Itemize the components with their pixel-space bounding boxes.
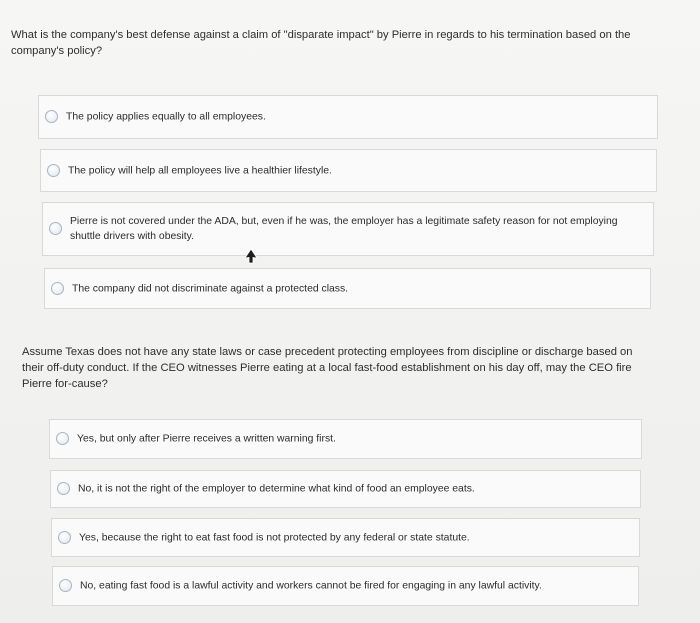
radio-button-icon[interactable] [58,531,71,544]
radio-button-icon[interactable] [59,579,72,592]
q1-option-1[interactable] [38,95,658,139]
radio-button-icon[interactable] [57,482,70,495]
option-label: Yes, because the right to eat fast food is not protected by any federal or state statute. [79,532,470,543]
radio-button-icon[interactable] [51,282,64,295]
option-label: Yes, but only after Pierre receives a written warning first. [77,433,336,445]
option-label: Pierre is not covered under the ADA, but, even if he was, the employer has a legitimate safety reason for not employing shuttle drivers with obesity. [70,216,618,242]
q1-option-4[interactable] [44,268,651,309]
radio-button-icon[interactable] [56,432,69,445]
q2-option-2[interactable] [50,470,641,508]
q1-option-2[interactable] [40,149,657,192]
option-label: No, it is not the right of the employer to determine what kind of food an employee eats. [78,483,475,495]
question-1-text: What is the company's best defense against a claim of "disparate impact" by Pierre in regards to his termination based on the company's policy? [11,29,631,57]
option-label: No, eating fast food is a lawful activity and workers cannot be fired for engaging in any lawful activity. [80,580,542,592]
q2-option-3[interactable] [51,518,640,557]
q2-option-1[interactable] [49,419,642,459]
radio-button-icon[interactable] [45,110,58,123]
q1-option-3[interactable] [42,202,654,256]
option-label: The policy will help all employees live a healthier lifestyle. [68,165,332,176]
radio-button-icon[interactable] [47,164,60,177]
question-2-text: Assume Texas does not have any state laws or case precedent protecting employees from discipline or discharge based on their off-duty conduct. If the CEO witnesses Pierre eating at a local fast-food establishment on his day off, may the CEO fire Pierre for-cause? [22,346,633,390]
option-label: The company did not discriminate against a protected class. [72,283,349,294]
mouse-pointer-icon [244,248,258,264]
option-label: The policy applies equally to all employees. [66,111,266,123]
q2-option-4[interactable] [52,566,639,606]
radio-button-icon[interactable] [49,222,62,235]
